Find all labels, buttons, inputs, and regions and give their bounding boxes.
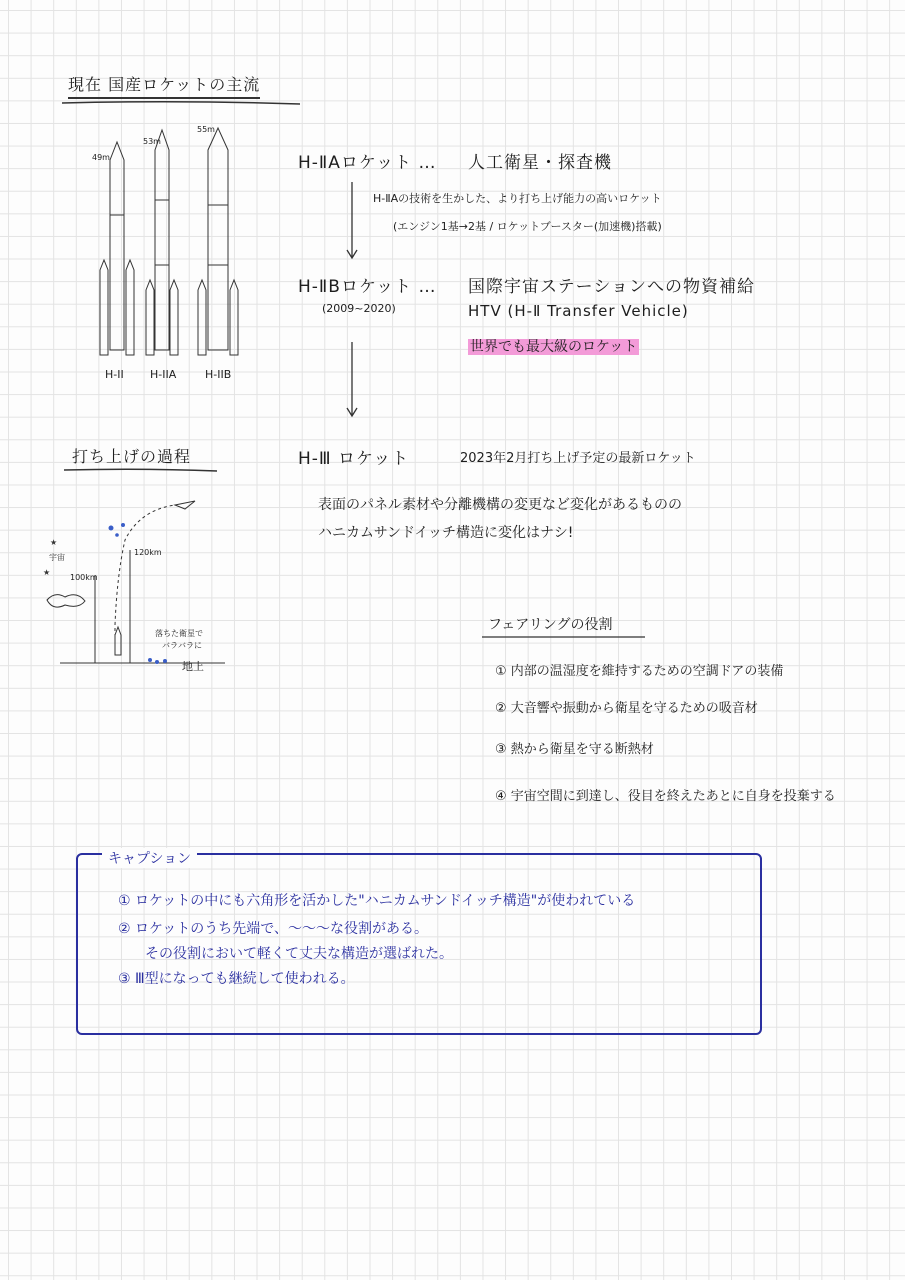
rocket-h2a-height: 53m [143, 137, 161, 146]
svg-text:★: ★ [50, 538, 58, 547]
rocket-h2b-height: 55m [197, 125, 215, 134]
fairing-role-item: ② 大音響や振動から衛星を守るための吸音材 [495, 701, 758, 716]
fairing-role-item: ③ 熱から衛星を守る断熱材 [495, 742, 654, 757]
h3-note2: ハニカムサンドイッチ構造に変化はナシ! [318, 525, 574, 541]
svg-text:★: ★ [43, 568, 51, 577]
h2a-name: H-ⅡAロケット … [298, 153, 437, 173]
label-100km: 100km [70, 573, 98, 582]
h2b-years: (2009~2020) [322, 302, 396, 315]
h2b-name: H-ⅡBロケット … [298, 277, 437, 297]
down-arrow-icon [345, 340, 359, 420]
h2a-use: 人工衛星・探査機 [468, 153, 612, 173]
fairing-role-item: ④ 宇宙空間に到達し、役目を終えたあとに自身を投棄する [495, 789, 836, 804]
label-space: 宇宙 [49, 553, 65, 562]
h2b-use: 国際宇宙ステーションへの物資補給 [468, 277, 755, 297]
caption-item: ① ロケットの中にも六角形を活かした"ハニカムサンドイッチ構造"が使われている [118, 893, 636, 909]
down-arrow-icon [345, 180, 359, 262]
title-underline [480, 634, 650, 640]
rocket-h2-height: 49m [92, 153, 110, 162]
fairing-roles-title: フェアリングの役割 [488, 617, 613, 633]
rocket-h2b-label: H-IIB [205, 368, 232, 381]
h3-note1: 表面のパネル素材や分離機構の変更など変化があるものの [318, 497, 682, 513]
caption-item: ② ロケットのうち先端で、～～～な役割がある。 [118, 921, 429, 937]
h2a-desc1: H-ⅡAの技術を生かした、より打ち上げ能力の高いロケット [373, 192, 662, 205]
caption-item: ③ Ⅲ型になっても継続して使われる。 [118, 971, 355, 987]
rocket-h2a-label: H-IIA [150, 368, 177, 381]
label-ground: 地上 [182, 660, 204, 673]
section-title-launch: 打ち上げの過程 [72, 447, 192, 466]
caption-item: その役割において軽くて丈夫な構造が選ばれた。 [145, 946, 453, 962]
title-underline [62, 466, 222, 474]
launch-diagram [35, 495, 235, 675]
h2b-highlight: 世界でも最大級のロケット [470, 339, 638, 355]
caption-title: キャプション [102, 848, 197, 868]
label-120km: 120km [134, 548, 162, 557]
fairing-role-item: ① 内部の温湿度を維持するための空調ドアの装備 [495, 664, 784, 679]
label-fairing2: バラバラに [162, 641, 202, 650]
h2b-htv: HTV (H-Ⅱ Transfer Vehicle) [468, 302, 689, 320]
h3-name: H-Ⅲ ロケット [298, 449, 410, 469]
rocket-h2-label: H-II [105, 368, 124, 381]
label-fairing: 落ちた衛星で [155, 629, 203, 638]
title-underline [60, 98, 305, 108]
h2a-desc2: (エンジン1基→2基 / ロケットブースター(加速機)搭載) [393, 220, 662, 233]
section-title-rockets: 現在 国産ロケットの主流 [68, 72, 260, 99]
h3-desc: 2023年2月打ち上げ予定の最新ロケット [460, 451, 696, 466]
